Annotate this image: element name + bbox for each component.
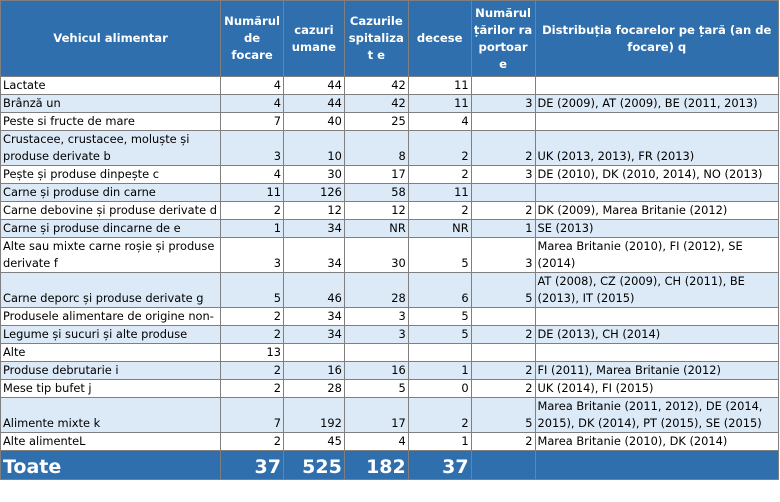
cases-cell: 34 <box>283 220 344 238</box>
countries-cell: 2 <box>471 131 535 166</box>
hospitalized-cell: 12 <box>344 202 408 220</box>
table-row <box>1 113 779 131</box>
outbreaks-cell: 2 <box>221 362 284 380</box>
outbreaks-cell: 7 <box>221 113 284 131</box>
table-row <box>1 220 779 238</box>
deaths-cell: 5 <box>408 238 471 273</box>
hospitalized-cell: 58 <box>344 184 408 202</box>
header-row <box>1 1 779 77</box>
distribution-cell: SE (2013) <box>535 220 779 238</box>
cases-cell: 34 <box>283 238 344 273</box>
outbreaks-cell: 2 <box>221 202 284 220</box>
countries-cell: 1 <box>471 220 535 238</box>
header-human-cases: cazuri umane <box>283 1 344 77</box>
distribution-cell <box>535 77 779 95</box>
totals-outbreaks: 37 <box>221 451 284 480</box>
table-row <box>1 131 779 166</box>
header-countries: Numărul țărilor raportoar e <box>471 1 535 77</box>
hospitalized-cell: 17 <box>344 166 408 184</box>
outbreaks-cell: 4 <box>221 77 284 95</box>
countries-cell <box>471 184 535 202</box>
vehicle-cell: Carne și produse dincarne de e <box>1 220 221 238</box>
hospitalized-cell: 17 <box>344 398 408 433</box>
table-row <box>1 398 779 433</box>
hospitalized-cell: 42 <box>344 77 408 95</box>
deaths-cell: 11 <box>408 95 471 113</box>
vehicle-cell: Lactate <box>1 77 221 95</box>
vehicle-cell: Brânză un <box>1 95 221 113</box>
header-deaths: decese <box>408 1 471 77</box>
outbreaks-cell: 4 <box>221 95 284 113</box>
vehicle-cell: Alte <box>1 344 221 362</box>
distribution-cell <box>535 344 779 362</box>
distribution-cell <box>535 184 779 202</box>
table-row <box>1 95 779 113</box>
countries-cell <box>471 344 535 362</box>
hospitalized-cell: 42 <box>344 95 408 113</box>
hospitalized-cell: 4 <box>344 433 408 451</box>
countries-cell: 3 <box>471 238 535 273</box>
vehicle-cell: Mese tip bufet j <box>1 380 221 398</box>
vehicle-cell: Alte alimenteL <box>1 433 221 451</box>
table-row <box>1 344 779 362</box>
table-row <box>1 362 779 380</box>
distribution-cell: Marea Britanie (2010), FI (2012), SE (2014) <box>535 238 779 273</box>
cases-cell: 44 <box>283 77 344 95</box>
totals-cases: 525 <box>283 451 344 480</box>
deaths-cell: 5 <box>408 326 471 344</box>
hospitalized-cell: 3 <box>344 308 408 326</box>
countries-cell <box>471 113 535 131</box>
deaths-cell: 1 <box>408 433 471 451</box>
totals-row <box>1 451 779 480</box>
hospitalized-cell: 16 <box>344 362 408 380</box>
table-body <box>1 77 779 451</box>
distribution-cell: UK (2014), FI (2015) <box>535 380 779 398</box>
countries-cell: 3 <box>471 166 535 184</box>
deaths-cell: 11 <box>408 184 471 202</box>
header-distribution: Distribuția focarelor pe țară (an de focare) q <box>535 1 779 77</box>
distribution-cell: AT (2008), CZ (2009), CH (2011), BE (2013), IT (2015) <box>535 273 779 308</box>
table-row <box>1 166 779 184</box>
countries-cell: 2 <box>471 362 535 380</box>
deaths-cell: 1 <box>408 362 471 380</box>
outbreaks-cell: 13 <box>221 344 284 362</box>
totals-deaths: 37 <box>408 451 471 480</box>
hospitalized-cell: 5 <box>344 380 408 398</box>
countries-cell: 5 <box>471 398 535 433</box>
distribution-cell <box>535 308 779 326</box>
hospitalized-cell: NR <box>344 220 408 238</box>
deaths-cell: 5 <box>408 308 471 326</box>
countries-cell: 5 <box>471 273 535 308</box>
outbreaks-cell: 2 <box>221 326 284 344</box>
table-row <box>1 308 779 326</box>
deaths-cell: 2 <box>408 131 471 166</box>
deaths-cell: 11 <box>408 77 471 95</box>
hospitalized-cell: 8 <box>344 131 408 166</box>
vehicle-cell: Alimente mixte k <box>1 398 221 433</box>
table-row <box>1 77 779 95</box>
outbreaks-cell: 1 <box>221 220 284 238</box>
countries-cell: 2 <box>471 202 535 220</box>
countries-cell <box>471 77 535 95</box>
cases-cell: 12 <box>283 202 344 220</box>
header-vehicle: Vehicul alimentar <box>1 1 221 77</box>
cases-cell <box>283 344 344 362</box>
cases-cell: 16 <box>283 362 344 380</box>
table-row <box>1 238 779 273</box>
cases-cell: 10 <box>283 131 344 166</box>
vehicle-cell: Pește și produse dinpește c <box>1 166 221 184</box>
distribution-cell: FI (2011), Marea Britanie (2012) <box>535 362 779 380</box>
header-hospitalized: Cazurile spitalizat e <box>344 1 408 77</box>
countries-cell <box>471 308 535 326</box>
hospitalized-cell: 25 <box>344 113 408 131</box>
deaths-cell <box>408 344 471 362</box>
table-row <box>1 184 779 202</box>
cases-cell: 46 <box>283 273 344 308</box>
vehicle-cell: Legume și sucuri și alte produse <box>1 326 221 344</box>
outbreaks-cell: 3 <box>221 131 284 166</box>
deaths-cell: 0 <box>408 380 471 398</box>
deaths-cell: 2 <box>408 202 471 220</box>
cases-cell: 45 <box>283 433 344 451</box>
cases-cell: 34 <box>283 326 344 344</box>
outbreaks-cell: 3 <box>221 238 284 273</box>
vehicle-cell: Carne debovine și produse derivate d <box>1 202 221 220</box>
vehicle-cell: Alte sau mixte carne roșie și produse derivate f <box>1 238 221 273</box>
cases-cell: 126 <box>283 184 344 202</box>
table-row <box>1 273 779 308</box>
distribution-cell: Marea Britanie (2011, 2012), DE (2014, 2015), DK (2014), PT (2015), SE (2015) <box>535 398 779 433</box>
outbreaks-cell: 4 <box>221 166 284 184</box>
cases-cell: 30 <box>283 166 344 184</box>
vehicle-cell: Produsele alimentare de origine non- <box>1 308 221 326</box>
vehicle-cell: Carne și produse din carne <box>1 184 221 202</box>
totals-countries <box>471 451 535 480</box>
countries-cell: 3 <box>471 95 535 113</box>
table-row <box>1 380 779 398</box>
vehicle-cell: Carne deporc și produse derivate g <box>1 273 221 308</box>
distribution-cell: DE (2013), CH (2014) <box>535 326 779 344</box>
outbreaks-cell: 2 <box>221 433 284 451</box>
countries-cell: 2 <box>471 433 535 451</box>
outbreaks-cell: 5 <box>221 273 284 308</box>
cases-cell: 44 <box>283 95 344 113</box>
cases-cell: 40 <box>283 113 344 131</box>
outbreaks-cell: 11 <box>221 184 284 202</box>
totals-hospitalized: 182 <box>344 451 408 480</box>
outbreaks-cell: 2 <box>221 380 284 398</box>
countries-cell: 2 <box>471 326 535 344</box>
table-row <box>1 433 779 451</box>
distribution-cell: Marea Britanie (2010), DK (2014) <box>535 433 779 451</box>
hospitalized-cell: 3 <box>344 326 408 344</box>
table-row <box>1 202 779 220</box>
vehicle-cell: Produse debrutarie i <box>1 362 221 380</box>
countries-cell: 2 <box>471 380 535 398</box>
distribution-cell: DK (2009), Marea Britanie (2012) <box>535 202 779 220</box>
totals-label: Toate <box>1 451 221 480</box>
table-row <box>1 326 779 344</box>
cases-cell: 34 <box>283 308 344 326</box>
vehicle-cell: Crustacee, crustacee, moluște și produse derivate b <box>1 131 221 166</box>
vehicle-cell: Peste si fructe de mare <box>1 113 221 131</box>
cases-cell: 28 <box>283 380 344 398</box>
totals-distribution <box>535 451 779 480</box>
hospitalized-cell <box>344 344 408 362</box>
hospitalized-cell: 28 <box>344 273 408 308</box>
cases-cell: 192 <box>283 398 344 433</box>
distribution-cell <box>535 113 779 131</box>
outbreaks-cell: 7 <box>221 398 284 433</box>
deaths-cell: 2 <box>408 166 471 184</box>
header-outbreaks: Numărul de focare <box>221 1 284 77</box>
deaths-cell: NR <box>408 220 471 238</box>
outbreaks-cell: 2 <box>221 308 284 326</box>
deaths-cell: 2 <box>408 398 471 433</box>
deaths-cell: 4 <box>408 113 471 131</box>
hospitalized-cell: 30 <box>344 238 408 273</box>
deaths-cell: 6 <box>408 273 471 308</box>
distribution-cell: DE (2010), DK (2010, 2014), NO (2013) <box>535 166 779 184</box>
distribution-cell: UK (2013, 2013), FR (2013) <box>535 131 779 166</box>
distribution-cell: DE (2009), AT (2009), BE (2011, 2013) <box>535 95 779 113</box>
